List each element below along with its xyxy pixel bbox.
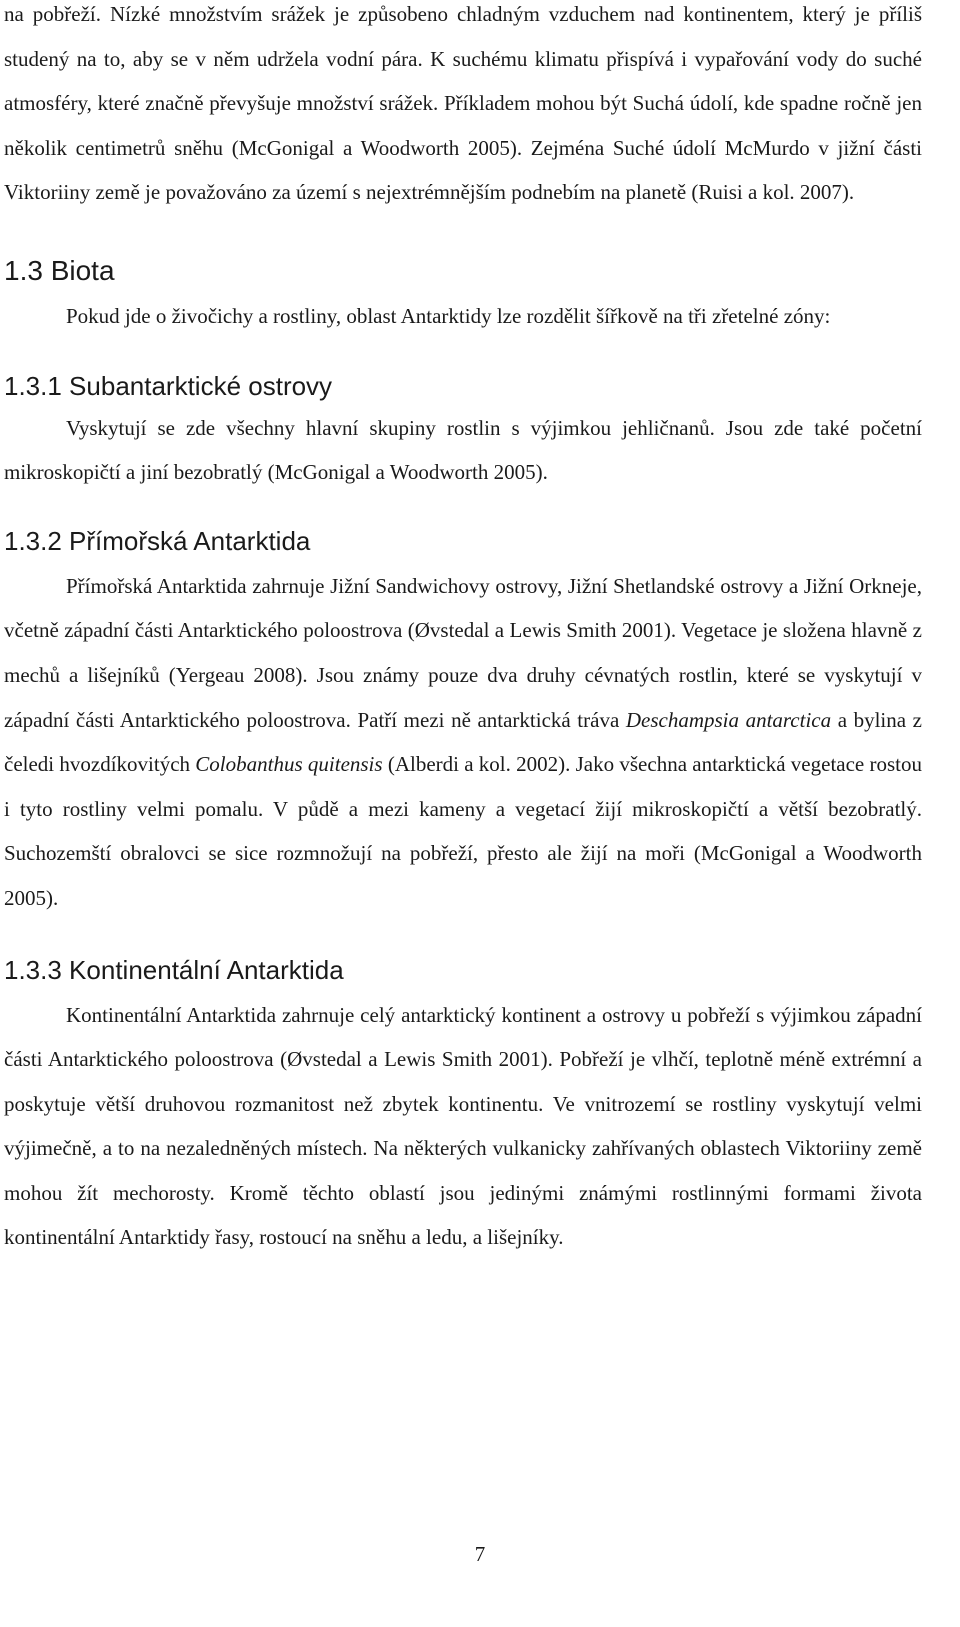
text-segment: (Alberdi a kol. 2002). Jako všechna antarktická vegetace rostou i tyto rostliny velmi pomalu. V půdě a mezi kameny a vegetací žijí mikroskopičtí a větší bezobratlý. Suchozemští obralovci se sice rozmnožují na pobřeží, přesto ale žijí na moři (McGonigal a Woodworth 2005).	[4, 752, 922, 910]
heading-continental-antarctica: 1.3.3 Kontinentální Antarktida	[4, 954, 344, 985]
paragraph-subantarctic-islands: Vyskytují se zde všechny hlavní skupiny rostlin s výjimkou jehličnanů. Jsou zde také početní mikroskopičtí a jiní bezobratlý (McGonigal a Woodworth 2005).	[4, 415, 922, 485]
species-name-colobanthus: Colobanthus quitensis	[195, 752, 383, 777]
text-segment: Přímořská Antarktida zahrnuje Jižní Sandwichovy ostrovy, Jižní Shetlandské ostrovy a Jižní Orkneje, včetně západní části Antarktického poloostrova (Øvstedal a Lewis Smith 2001). Vegetace je složena hlavně z mechů a lišejníků (Yergeau 2008). Jsou známy pouze dva druhy cévnatých rostlin, které se vyskytují v západní části Antarktického poloostrova. Patří mezi ně antarktická tráva	[4, 573, 922, 732]
paragraph-climate: na pobřeží. Nízké množstvím srážek je způsobeno chladným vzduchem nad kontinentem, který je příliš studený na to, aby se v něm udržela vodní pára. K suchému klimatu přispívá i vypařování vody do suché atmosféry, které značně převyšuje množství srážek. Příkladem mohou být Suchá údolí, kde spadne ročně jen několik centimetrů sněhu (McGonigal a Woodworth 2005). Zejména Suché údolí McMurdo v jižní části Viktoriiny země je považováno za území s nejextrémnějším podnebím na planetě (Ruisi a kol. 2007).	[4, 2, 922, 205]
paragraph-biota-intro: Pokud jde o živočichy a rostliny, oblast Antarktidy lze rozdělit šířkově na tři zřetelné zóny:	[66, 303, 831, 328]
heading-maritime-antarctica: 1.3.2 Přímořská Antarktida	[4, 525, 311, 556]
paragraph-continental-antarctica: Kontinentální Antarktida zahrnuje celý antarktický kontinent a ostrovy u pobřeží s výjimkou západní části Antarktického poloostrova (Øvstedal a Lewis Smith 2001). Pobřeží je vlhčí, teplotně méně extrémní a poskytuje větší druhovou rozmanitost než zbytek kontinentu. Ve vnitrozemí se rostliny vyskytují velmi výjimečně, a to na nezaledněných místech. Na některých vulkanicky zahřívaných oblastech Viktoriiny země mohou žít mechorosty. Kromě těchto oblastí jsou jedinými známými rostlinnými formami života kontinentální Antarktidy řasy, rostoucí na sněhu a ledu, a lišejníky.	[4, 1002, 922, 1250]
heading-biota: 1.3 Biota	[4, 254, 115, 286]
paragraph-maritime-antarctica	[4, 564, 922, 921]
document-page	[4, 0, 922, 1260]
species-name-deschampsia: Deschampsia antarctica	[625, 707, 832, 732]
page-number: 7	[474, 1542, 486, 1566]
heading-subantarctic-islands: 1.3.1 Subantarktické ostrovy	[4, 370, 333, 401]
text-segment: a bylina z čeledi hvozdíkovitých	[4, 707, 922, 777]
